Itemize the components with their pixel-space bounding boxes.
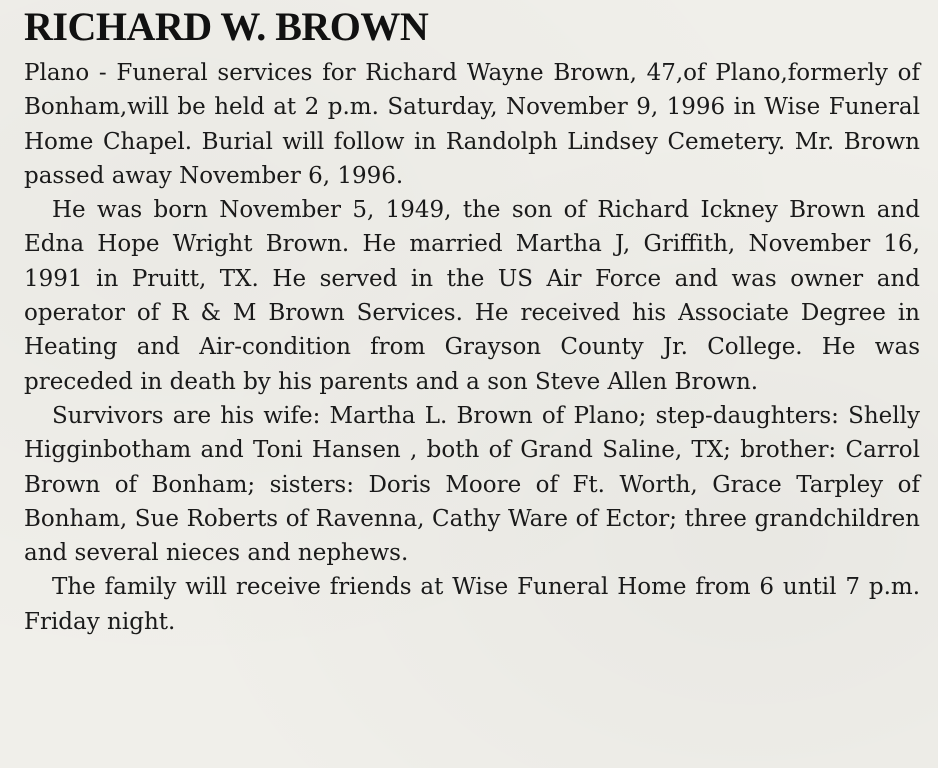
paragraph-biography: He was born November 5, 1949, the son of Richard Ickney Brown and Edna Hope Wright Brown. He married Martha J, Griffith, November 16, 1991 in Pruitt, TX. He served in the US Air Force and was owner and operator of R & M Brown Services. He received his Associate Degree in Heating and Air-condition from Grayson County Jr. College. He was preceded in death by his parents and a son Steve Allen Brown.	[24, 197, 920, 395]
paragraph-survivors: Survivors are his wife: Martha L. Brown of Plano; step-daughters: Shelly Higginbotham and Toni Hansen , both of Grand Saline, TX; brother: Carrol Brown of Bonham; sisters: Doris Moore of Ft. Worth, Grace Tarpley of Bonham, Sue Roberts of Ravenna, Cathy Ware of Ector; three grandchildren and several nieces and nephews.	[24, 402, 920, 567]
obituary-headline: RICHARD W. BROWN	[24, 4, 429, 49]
paragraph-funeral-services: Plano - Funeral services for Richard Wayne Brown, 47,of Plano,formerly of Bonham,will be held at 2 p.m. Saturday, November 9, 1996 in Wise Funeral Home Chapel. Burial will follow in Randolph Lindsey Cemetery. Mr. Brown passed away November 6, 1996.	[24, 60, 920, 189]
paragraph-visitation: The family will receive friends at Wise Funeral Home from 6 until 7 p.m. Friday night.	[24, 574, 920, 635]
obituary-body	[24, 56, 920, 639]
